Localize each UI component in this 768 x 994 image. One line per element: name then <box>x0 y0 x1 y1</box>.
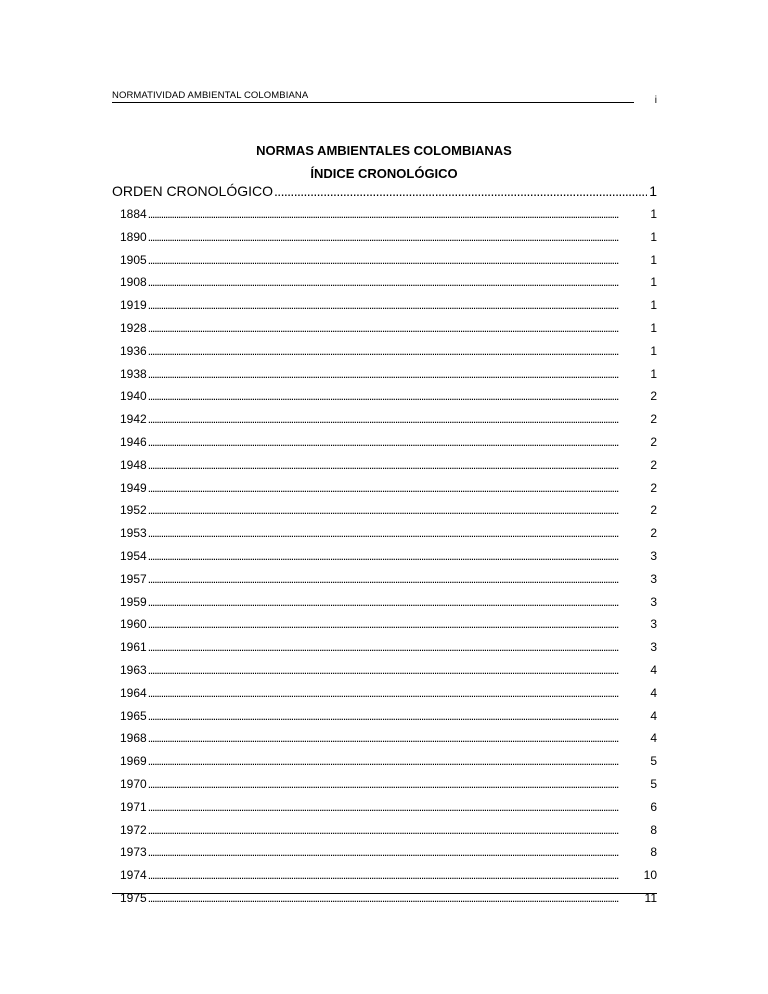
toc-entry[interactable] <box>112 431 657 454</box>
toc-entry-label: 1964 <box>120 685 147 700</box>
toc-entry-page: 3 <box>650 548 657 563</box>
dot-leader <box>148 705 649 728</box>
toc-entry-label: 1969 <box>120 754 147 769</box>
dot-leader <box>148 727 649 750</box>
toc-entry[interactable] <box>112 819 657 842</box>
toc-entry-label: 1974 <box>120 868 147 883</box>
toc-entry-label: 1928 <box>120 320 147 335</box>
toc-entry[interactable] <box>112 887 657 910</box>
dot-leader <box>148 499 649 522</box>
dot-leader <box>148 591 649 614</box>
dot-leader <box>148 750 649 773</box>
footer-rule <box>112 893 657 894</box>
dot-leader <box>148 385 649 408</box>
dot-leader <box>148 522 649 545</box>
document-subtitle: ÍNDICE CRONOLÓGICO <box>310 166 458 181</box>
toc-entry-label: 1971 <box>120 799 147 814</box>
toc-entry[interactable] <box>112 340 657 363</box>
dot-leader <box>148 317 649 340</box>
toc-entry[interactable] <box>112 317 657 340</box>
toc-entry-page: 1 <box>650 298 657 313</box>
toc-entry-label: ORDEN CRONOLÓGICO <box>112 183 274 199</box>
toc-entry[interactable] <box>112 591 657 614</box>
toc-entry-label: 1948 <box>120 457 147 472</box>
toc-entry-page: 4 <box>650 708 657 723</box>
toc-entry[interactable] <box>112 294 657 317</box>
toc-entry-page: 1 <box>650 229 657 244</box>
toc-entry[interactable] <box>112 636 657 659</box>
toc-entry-label: 1884 <box>120 207 147 221</box>
toc-entry-label: 1953 <box>120 526 147 541</box>
dot-leader <box>148 887 643 910</box>
toc-entry-label: 1959 <box>120 594 147 609</box>
toc-entry-page: 1 <box>650 207 657 221</box>
dot-leader <box>148 636 649 659</box>
toc-entry-label: 1905 <box>120 252 147 267</box>
dot-leader <box>148 249 649 272</box>
dot-leader <box>148 340 649 363</box>
document-title: NORMAS AMBIENTALES COLOMBIANAS <box>256 143 512 158</box>
toc-entry-label: 1973 <box>120 845 147 860</box>
toc-entry[interactable] <box>112 249 657 272</box>
toc-entry-page: 1 <box>650 252 657 267</box>
toc-entry-label: 1952 <box>120 503 147 518</box>
toc-main-entry[interactable] <box>112 180 657 202</box>
toc-entry-label: 1919 <box>120 298 147 313</box>
dot-leader <box>148 659 649 682</box>
toc-entry-page: 3 <box>650 594 657 609</box>
toc-entry-page: 1 <box>650 343 657 358</box>
toc-entry-label: 1968 <box>120 731 147 746</box>
toc-entry-page: 3 <box>650 617 657 632</box>
header-title: NORMATIVIDAD AMBIENTAL COLOMBIANA <box>112 90 309 101</box>
dot-leader <box>148 203 649 226</box>
toc-entry[interactable] <box>112 499 657 522</box>
header-page-number: i <box>654 95 657 106</box>
toc-entry-page: 2 <box>650 503 657 518</box>
toc-entry-label: 1940 <box>120 389 147 404</box>
running-header <box>112 90 657 104</box>
toc-entry-page: 2 <box>650 434 657 449</box>
toc-entry-page: 1 <box>649 183 657 199</box>
table-of-contents <box>112 180 657 910</box>
dot-leader <box>148 226 649 249</box>
toc-entry-page: 1 <box>650 320 657 335</box>
toc-entry-page: 4 <box>650 731 657 746</box>
dot-leader <box>148 864 642 887</box>
toc-entry-page: 8 <box>650 822 657 837</box>
dot-leader <box>148 568 649 591</box>
dot-leader <box>148 294 649 317</box>
dot-leader <box>274 180 647 202</box>
toc-entry-label: 1938 <box>120 366 147 381</box>
toc-entry-label: 1965 <box>120 708 147 723</box>
toc-entry-page: 2 <box>650 412 657 427</box>
toc-entry-label: 1936 <box>120 343 147 358</box>
toc-entry[interactable] <box>112 864 657 887</box>
toc-entry-page: 6 <box>650 799 657 814</box>
toc-entry-label: 1890 <box>120 229 147 244</box>
toc-entry[interactable] <box>112 545 657 568</box>
toc-entry-label: 1960 <box>120 617 147 632</box>
toc-entry[interactable] <box>112 226 657 249</box>
toc-entry[interactable] <box>112 203 657 226</box>
toc-entry[interactable] <box>112 477 657 500</box>
toc-entry-page: 5 <box>650 754 657 769</box>
toc-entry-label: 1908 <box>120 275 147 290</box>
dot-leader <box>148 454 649 477</box>
toc-entry[interactable] <box>112 522 657 545</box>
toc-entry-label: 1972 <box>120 822 147 837</box>
toc-entry[interactable] <box>112 454 657 477</box>
dot-leader <box>148 841 649 864</box>
toc-entry-label: 1970 <box>120 776 147 791</box>
toc-entry-page: 5 <box>650 776 657 791</box>
toc-entry-page: 11 <box>644 890 657 905</box>
dot-leader <box>148 773 649 796</box>
toc-entry-label: 1975 <box>120 890 147 905</box>
dot-leader <box>148 613 649 636</box>
toc-year-list <box>112 203 657 910</box>
toc-entry-page: 8 <box>650 845 657 860</box>
toc-entry-label: 1946 <box>120 434 147 449</box>
toc-entry-page: 10 <box>643 868 657 883</box>
dot-leader <box>148 363 649 386</box>
toc-entry-label: 1949 <box>120 480 147 495</box>
toc-entry[interactable] <box>112 841 657 864</box>
toc-entry-page: 3 <box>650 571 657 586</box>
toc-entry[interactable] <box>112 682 657 705</box>
toc-entry[interactable] <box>112 659 657 682</box>
toc-entry-label: 1954 <box>120 548 147 563</box>
dot-leader <box>148 408 649 431</box>
dot-leader <box>148 271 649 294</box>
dot-leader <box>148 682 649 705</box>
toc-entry[interactable] <box>112 613 657 636</box>
toc-entry-page: 3 <box>650 640 657 655</box>
toc-entry[interactable] <box>112 750 657 773</box>
toc-entry[interactable] <box>112 385 657 408</box>
toc-entry[interactable] <box>112 796 657 819</box>
toc-entry[interactable] <box>112 705 657 728</box>
toc-entry-label: 1961 <box>120 640 147 655</box>
dot-leader <box>148 477 649 500</box>
toc-entry-page: 2 <box>650 389 657 404</box>
toc-entry-label: 1963 <box>120 662 147 677</box>
toc-entry-page: 4 <box>650 685 657 700</box>
toc-entry-page: 1 <box>650 366 657 381</box>
toc-entry[interactable] <box>112 271 657 294</box>
header-rule <box>112 102 634 103</box>
toc-entry-page: 2 <box>650 457 657 472</box>
dot-leader <box>148 431 649 454</box>
toc-entry[interactable] <box>112 773 657 796</box>
toc-entry-label: 1942 <box>120 412 147 427</box>
toc-entry-page: 2 <box>650 526 657 541</box>
dot-leader <box>148 545 649 568</box>
toc-entry-page: 2 <box>650 480 657 495</box>
toc-entry[interactable] <box>112 408 657 431</box>
toc-entry[interactable] <box>112 568 657 591</box>
dot-leader <box>148 819 649 842</box>
toc-entry-page: 1 <box>650 275 657 290</box>
toc-entry-label: 1957 <box>120 571 147 586</box>
dot-leader <box>148 796 649 819</box>
toc-entry[interactable] <box>112 363 657 386</box>
toc-entry-page: 4 <box>650 662 657 677</box>
toc-entry[interactable] <box>112 727 657 750</box>
